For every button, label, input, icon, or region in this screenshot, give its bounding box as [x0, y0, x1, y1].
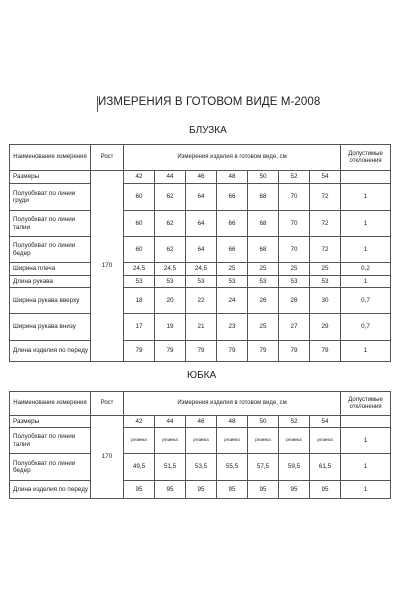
table-row [10, 314, 391, 341]
header-tolerance-col: Допустимые отклонения [341, 392, 391, 416]
value-cell: 95 [217, 481, 248, 499]
value-cell: 25 [217, 263, 248, 276]
table-row [10, 428, 391, 454]
height-value: 170 [91, 171, 124, 362]
table-row [10, 341, 391, 362]
row-label: Длина рукава [10, 276, 91, 288]
value-cell: 60 [124, 184, 155, 211]
value-cell: 53,5 [186, 454, 217, 481]
value-cell: 60 [124, 211, 155, 237]
value-cell: 79 [310, 341, 341, 362]
header-name-col: Наименование измерения [10, 392, 91, 416]
tolerance-cell: 1 [341, 237, 391, 263]
value-cell: 53 [279, 276, 310, 288]
value-cell: 66 [217, 184, 248, 211]
row-label: Длина изделия по переду [10, 341, 91, 362]
value-cell: 66 [217, 211, 248, 237]
value-cell: 25 [248, 263, 279, 276]
value-cell: 23 [217, 314, 248, 341]
value-cell: 53 [155, 276, 186, 288]
value-cell: 64 [186, 237, 217, 263]
size-cell: 54 [310, 416, 341, 428]
value-cell: 79 [217, 341, 248, 362]
size-cell: 50 [248, 416, 279, 428]
value-cell: 95 [124, 481, 155, 499]
size-cell: 42 [124, 416, 155, 428]
blouse-section-title: БЛУЗКА [189, 125, 227, 136]
row-label: Полуобхват по линии груди [10, 184, 91, 211]
value-cell: 59,5 [279, 454, 310, 481]
value-cell: резинка [279, 428, 310, 454]
height-value: 170 [91, 416, 124, 499]
value-cell: 95 [279, 481, 310, 499]
size-cell: 50 [248, 171, 279, 184]
value-cell: резинка [186, 428, 217, 454]
value-cell: 21 [186, 314, 217, 341]
value-cell: 70 [279, 184, 310, 211]
table-row [10, 184, 391, 211]
row-label: Ширина рукава вверху [10, 288, 91, 314]
value-cell: 19 [155, 314, 186, 341]
value-cell: 53 [310, 276, 341, 288]
value-cell: 18 [124, 288, 155, 314]
value-cell: 62 [155, 237, 186, 263]
value-cell: 64 [186, 211, 217, 237]
value-cell: 62 [155, 211, 186, 237]
sizes-row [10, 416, 391, 428]
value-cell: 61,5 [310, 454, 341, 481]
table-row [10, 263, 391, 276]
value-cell: 70 [279, 211, 310, 237]
tolerance-cell: 1 [341, 211, 391, 237]
skirt-measurements-table [9, 391, 391, 499]
value-cell: 68 [248, 237, 279, 263]
size-cell: 44 [155, 416, 186, 428]
table-row [10, 481, 391, 499]
sizes-row [10, 171, 391, 184]
size-cell: 42 [124, 171, 155, 184]
tolerance-cell: 1 [341, 276, 391, 288]
tolerance-cell: 1 [341, 454, 391, 481]
tolerance-cell: 0,7 [341, 288, 391, 314]
table-row [10, 211, 391, 237]
size-cell: 46 [186, 416, 217, 428]
row-label: Ширина плеча [10, 263, 91, 276]
row-label: Полуобхват по линии бедер [10, 237, 91, 263]
value-cell: 70 [279, 237, 310, 263]
size-cell: 46 [186, 171, 217, 184]
tolerance-cell: 1 [341, 341, 391, 362]
value-cell: 51,5 [155, 454, 186, 481]
table-row [10, 288, 391, 314]
row-label: Длина изделия по переду [10, 481, 91, 499]
header-tolerance-col: Допустимые отклонения [341, 145, 391, 171]
value-cell: 64 [186, 184, 217, 211]
value-cell: резинка [124, 428, 155, 454]
value-cell: 66 [217, 237, 248, 263]
value-cell: 24 [217, 288, 248, 314]
value-cell: 79 [155, 341, 186, 362]
value-cell: резинка [248, 428, 279, 454]
skirt-section-title: ЮБКА [187, 370, 217, 381]
value-cell: 26 [248, 288, 279, 314]
value-cell: 24,5 [186, 263, 217, 276]
tolerance-cell: 1 [341, 184, 391, 211]
value-cell: 57,5 [248, 454, 279, 481]
table-row [10, 237, 391, 263]
size-cell: 44 [155, 171, 186, 184]
header-measure-col: Измерения изделия в готовом виде, см [124, 392, 341, 416]
row-label: Полуобхват по линии талии [10, 211, 91, 237]
header-measure-col: Измерения изделия в готовом виде, см [124, 145, 341, 171]
header-name-col: Наименование измерения [10, 145, 91, 171]
value-cell: резинка [217, 428, 248, 454]
value-cell: 25 [279, 263, 310, 276]
tolerance-cell: 0,7 [341, 314, 391, 341]
header-height-col: Рост [91, 145, 124, 171]
size-cell: 48 [217, 171, 248, 184]
value-cell: 62 [155, 184, 186, 211]
value-cell: резинка [310, 428, 341, 454]
table-row [10, 454, 391, 481]
value-cell: 72 [310, 211, 341, 237]
value-cell: 68 [248, 184, 279, 211]
value-cell: 24,5 [124, 263, 155, 276]
value-cell: 49,5 [124, 454, 155, 481]
tolerance-cell [341, 171, 391, 184]
value-cell: 95 [310, 481, 341, 499]
tolerance-cell [341, 416, 391, 428]
value-cell: 25 [248, 314, 279, 341]
value-cell: 53 [124, 276, 155, 288]
tolerance-cell: 1 [341, 428, 391, 454]
value-cell: 53 [217, 276, 248, 288]
value-cell: резинка [155, 428, 186, 454]
value-cell: 53 [186, 276, 217, 288]
value-cell: 79 [186, 341, 217, 362]
value-cell: 27 [279, 314, 310, 341]
document-title: ИЗМЕРЕНИЯ В ГОТОВОМ ВИДЕ М-2008 [98, 96, 321, 108]
value-cell: 17 [124, 314, 155, 341]
size-cell: 48 [217, 416, 248, 428]
value-cell: 68 [248, 211, 279, 237]
table-header-row [10, 145, 391, 171]
sizes-label: Размеры [10, 171, 91, 184]
value-cell: 79 [124, 341, 155, 362]
sizes-label: Размеры [10, 416, 91, 428]
value-cell: 24,5 [155, 263, 186, 276]
value-cell: 28 [279, 288, 310, 314]
header-height-col: Рост [91, 392, 124, 416]
value-cell: 72 [310, 184, 341, 211]
size-cell: 54 [310, 171, 341, 184]
row-label: Полуобхват по линии талии [10, 428, 91, 454]
value-cell: 79 [248, 341, 279, 362]
value-cell: 60 [124, 237, 155, 263]
value-cell: 25 [310, 263, 341, 276]
table-header-row [10, 392, 391, 416]
value-cell: 53 [248, 276, 279, 288]
table-row [10, 276, 391, 288]
value-cell: 95 [248, 481, 279, 499]
value-cell: 95 [155, 481, 186, 499]
size-cell: 52 [279, 416, 310, 428]
value-cell: 30 [310, 288, 341, 314]
size-cell: 52 [279, 171, 310, 184]
value-cell: 29 [310, 314, 341, 341]
row-label: Полуобхват по линии бедер [10, 454, 91, 481]
value-cell: 79 [279, 341, 310, 362]
value-cell: 55,5 [217, 454, 248, 481]
tolerance-cell: 1 [341, 481, 391, 499]
value-cell: 20 [155, 288, 186, 314]
value-cell: 95 [186, 481, 217, 499]
value-cell: 72 [310, 237, 341, 263]
tolerance-cell: 0,2 [341, 263, 391, 276]
blouse-measurements-table [9, 144, 391, 362]
row-label: Ширина рукава внизу [10, 314, 91, 341]
value-cell: 22 [186, 288, 217, 314]
